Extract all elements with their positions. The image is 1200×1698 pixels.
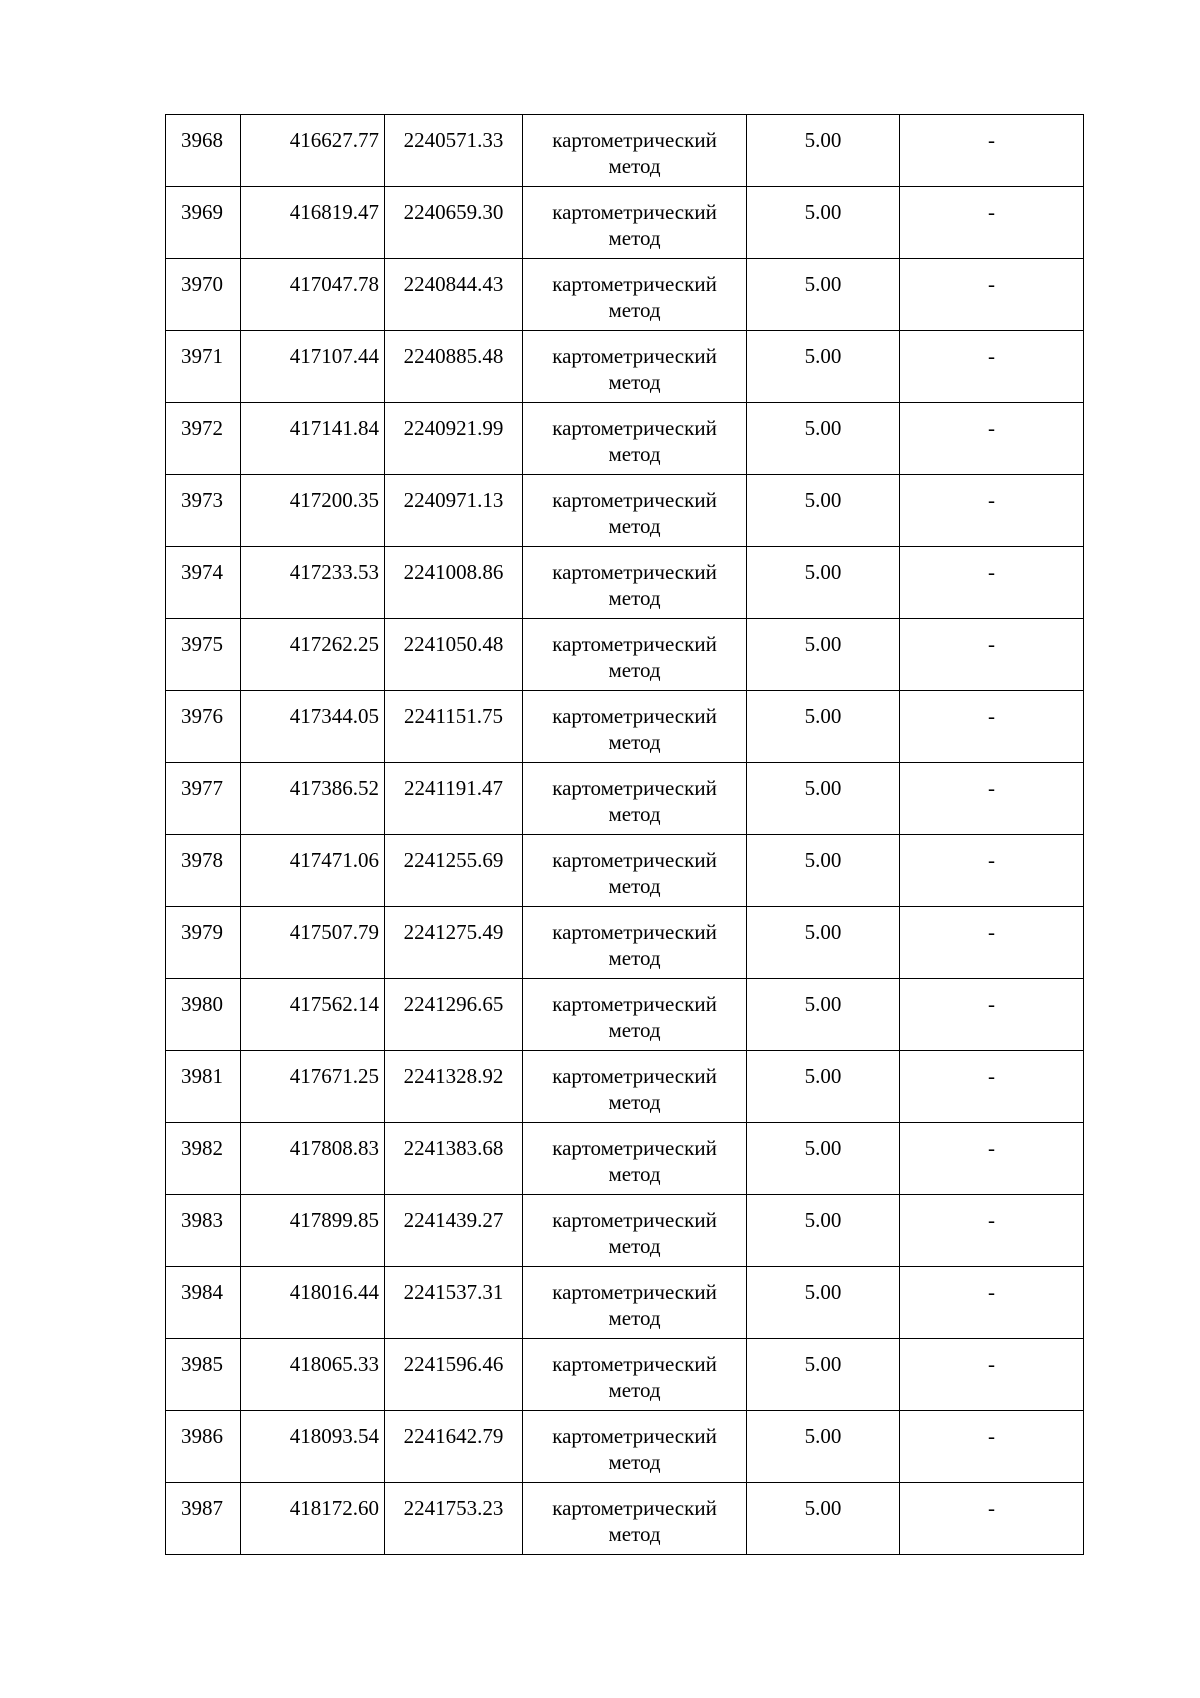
method-line-1: картометрический xyxy=(552,704,717,728)
x-coordinate-cell: 417671.25 xyxy=(241,1051,385,1123)
x-coordinate-cell: 417233.53 xyxy=(241,547,385,619)
method-line-2: метод xyxy=(608,874,661,898)
method-cell xyxy=(523,691,747,763)
table-row xyxy=(166,403,1084,475)
description-cell: - xyxy=(900,1267,1084,1339)
method-line-1: картометрический xyxy=(552,272,717,296)
description-cell: - xyxy=(900,259,1084,331)
method-line-1: картометрический xyxy=(552,1496,717,1520)
method-line-1: картометрический xyxy=(552,1208,717,1232)
point-number-cell: 3981 xyxy=(166,1051,241,1123)
description-cell: - xyxy=(900,1411,1084,1483)
y-coordinate-cell: 2241255.69 xyxy=(385,835,523,907)
coordinates-table xyxy=(165,114,1084,1555)
method-line-2: метод xyxy=(608,1378,661,1402)
coordinates-table-body xyxy=(166,115,1084,1555)
point-number-cell: 3979 xyxy=(166,907,241,979)
table-row xyxy=(166,331,1084,403)
y-coordinate-cell: 2241439.27 xyxy=(385,1195,523,1267)
point-number-cell: 3982 xyxy=(166,1123,241,1195)
method-cell xyxy=(523,475,747,547)
y-coordinate-cell: 2241328.92 xyxy=(385,1051,523,1123)
method-line-1: картометрический xyxy=(552,920,717,944)
method-line-1: картометрический xyxy=(552,560,717,584)
x-coordinate-cell: 416627.77 xyxy=(241,115,385,187)
y-coordinate-cell: 2241537.31 xyxy=(385,1267,523,1339)
table-row xyxy=(166,691,1084,763)
description-cell: - xyxy=(900,547,1084,619)
point-number-cell: 3970 xyxy=(166,259,241,331)
table-row xyxy=(166,1339,1084,1411)
y-coordinate-cell: 2241151.75 xyxy=(385,691,523,763)
table-row xyxy=(166,1195,1084,1267)
method-cell xyxy=(523,907,747,979)
description-cell: - xyxy=(900,1051,1084,1123)
accuracy-cell: 5.00 xyxy=(747,187,900,259)
method-cell xyxy=(523,1195,747,1267)
method-cell xyxy=(523,187,747,259)
method-line-1: картометрический xyxy=(552,992,717,1016)
method-line-1: картометрический xyxy=(552,1136,717,1160)
method-cell xyxy=(523,619,747,691)
method-line-1: картометрический xyxy=(552,848,717,872)
point-number-cell: 3980 xyxy=(166,979,241,1051)
point-number-cell: 3984 xyxy=(166,1267,241,1339)
accuracy-cell: 5.00 xyxy=(747,835,900,907)
method-line-2: метод xyxy=(608,1090,661,1114)
method-line-2: метод xyxy=(608,730,661,754)
method-line-2: метод xyxy=(608,298,661,322)
method-line-2: метод xyxy=(608,946,661,970)
method-line-1: картометрический xyxy=(552,344,717,368)
y-coordinate-cell: 2240885.48 xyxy=(385,331,523,403)
x-coordinate-cell: 417200.35 xyxy=(241,475,385,547)
y-coordinate-cell: 2241642.79 xyxy=(385,1411,523,1483)
description-cell: - xyxy=(900,1339,1084,1411)
y-coordinate-cell: 2241050.48 xyxy=(385,619,523,691)
method-line-1: картометрический xyxy=(552,776,717,800)
method-line-2: метод xyxy=(608,370,661,394)
accuracy-cell: 5.00 xyxy=(747,1195,900,1267)
x-coordinate-cell: 417107.44 xyxy=(241,331,385,403)
accuracy-cell: 5.00 xyxy=(747,691,900,763)
y-coordinate-cell: 2241275.49 xyxy=(385,907,523,979)
description-cell: - xyxy=(900,187,1084,259)
table-row xyxy=(166,619,1084,691)
method-line-2: метод xyxy=(608,226,661,250)
method-line-2: метод xyxy=(608,802,661,826)
x-coordinate-cell: 417344.05 xyxy=(241,691,385,763)
method-line-2: метод xyxy=(608,1306,661,1330)
y-coordinate-cell: 2240921.99 xyxy=(385,403,523,475)
table-row xyxy=(166,187,1084,259)
description-cell: - xyxy=(900,691,1084,763)
point-number-cell: 3974 xyxy=(166,547,241,619)
accuracy-cell: 5.00 xyxy=(747,547,900,619)
method-line-2: метод xyxy=(608,658,661,682)
method-line-2: метод xyxy=(608,154,661,178)
description-cell: - xyxy=(900,1195,1084,1267)
method-line-1: картометрический xyxy=(552,1280,717,1304)
x-coordinate-cell: 417471.06 xyxy=(241,835,385,907)
method-line-1: картометрический xyxy=(552,488,717,512)
accuracy-cell: 5.00 xyxy=(747,907,900,979)
point-number-cell: 3987 xyxy=(166,1483,241,1555)
method-cell xyxy=(523,259,747,331)
x-coordinate-cell: 418065.33 xyxy=(241,1339,385,1411)
table-row xyxy=(166,835,1084,907)
y-coordinate-cell: 2240659.30 xyxy=(385,187,523,259)
point-number-cell: 3976 xyxy=(166,691,241,763)
x-coordinate-cell: 417507.79 xyxy=(241,907,385,979)
method-cell xyxy=(523,331,747,403)
method-line-1: картометрический xyxy=(552,632,717,656)
method-line-2: метод xyxy=(608,1018,661,1042)
accuracy-cell: 5.00 xyxy=(747,475,900,547)
method-line-2: метод xyxy=(608,586,661,610)
method-cell xyxy=(523,403,747,475)
method-line-1: картометрический xyxy=(552,1424,717,1448)
method-line-2: метод xyxy=(608,1522,661,1546)
description-cell: - xyxy=(900,979,1084,1051)
x-coordinate-cell: 417899.85 xyxy=(241,1195,385,1267)
method-cell xyxy=(523,835,747,907)
accuracy-cell: 5.00 xyxy=(747,1267,900,1339)
accuracy-cell: 5.00 xyxy=(747,115,900,187)
method-cell xyxy=(523,763,747,835)
accuracy-cell: 5.00 xyxy=(747,1411,900,1483)
method-cell xyxy=(523,115,747,187)
table-row xyxy=(166,1483,1084,1555)
method-cell xyxy=(523,1051,747,1123)
x-coordinate-cell: 417141.84 xyxy=(241,403,385,475)
table-row xyxy=(166,979,1084,1051)
method-line-1: картометрический xyxy=(552,416,717,440)
accuracy-cell: 5.00 xyxy=(747,331,900,403)
x-coordinate-cell: 418093.54 xyxy=(241,1411,385,1483)
method-cell xyxy=(523,1483,747,1555)
accuracy-cell: 5.00 xyxy=(747,979,900,1051)
accuracy-cell: 5.00 xyxy=(747,259,900,331)
point-number-cell: 3978 xyxy=(166,835,241,907)
point-number-cell: 3973 xyxy=(166,475,241,547)
method-line-1: картометрический xyxy=(552,200,717,224)
accuracy-cell: 5.00 xyxy=(747,763,900,835)
y-coordinate-cell: 2240571.33 xyxy=(385,115,523,187)
x-coordinate-cell: 418172.60 xyxy=(241,1483,385,1555)
table-row xyxy=(166,907,1084,979)
accuracy-cell: 5.00 xyxy=(747,403,900,475)
method-line-1: картометрический xyxy=(552,1064,717,1088)
y-coordinate-cell: 2241008.86 xyxy=(385,547,523,619)
description-cell: - xyxy=(900,1483,1084,1555)
point-number-cell: 3968 xyxy=(166,115,241,187)
description-cell: - xyxy=(900,763,1084,835)
table-row xyxy=(166,475,1084,547)
method-line-2: метод xyxy=(608,1450,661,1474)
point-number-cell: 3969 xyxy=(166,187,241,259)
method-cell xyxy=(523,1411,747,1483)
point-number-cell: 3983 xyxy=(166,1195,241,1267)
method-cell xyxy=(523,1267,747,1339)
table-row xyxy=(166,763,1084,835)
table-row xyxy=(166,1411,1084,1483)
x-coordinate-cell: 417047.78 xyxy=(241,259,385,331)
description-cell: - xyxy=(900,403,1084,475)
y-coordinate-cell: 2241753.23 xyxy=(385,1483,523,1555)
table-row xyxy=(166,1123,1084,1195)
point-number-cell: 3972 xyxy=(166,403,241,475)
accuracy-cell: 5.00 xyxy=(747,619,900,691)
description-cell: - xyxy=(900,331,1084,403)
table-row xyxy=(166,1267,1084,1339)
method-line-1: картометрический xyxy=(552,128,717,152)
point-number-cell: 3977 xyxy=(166,763,241,835)
y-coordinate-cell: 2241296.65 xyxy=(385,979,523,1051)
accuracy-cell: 5.00 xyxy=(747,1483,900,1555)
y-coordinate-cell: 2240971.13 xyxy=(385,475,523,547)
point-number-cell: 3971 xyxy=(166,331,241,403)
method-line-2: метод xyxy=(608,1234,661,1258)
description-cell: - xyxy=(900,835,1084,907)
accuracy-cell: 5.00 xyxy=(747,1339,900,1411)
x-coordinate-cell: 417562.14 xyxy=(241,979,385,1051)
accuracy-cell: 5.00 xyxy=(747,1123,900,1195)
table-row xyxy=(166,547,1084,619)
method-cell xyxy=(523,979,747,1051)
method-line-2: метод xyxy=(608,514,661,538)
y-coordinate-cell: 2241383.68 xyxy=(385,1123,523,1195)
point-number-cell: 3986 xyxy=(166,1411,241,1483)
method-line-2: метод xyxy=(608,442,661,466)
point-number-cell: 3975 xyxy=(166,619,241,691)
accuracy-cell: 5.00 xyxy=(747,1051,900,1123)
method-line-1: картометрический xyxy=(552,1352,717,1376)
point-number-cell: 3985 xyxy=(166,1339,241,1411)
y-coordinate-cell: 2240844.43 xyxy=(385,259,523,331)
x-coordinate-cell: 417262.25 xyxy=(241,619,385,691)
method-line-2: метод xyxy=(608,1162,661,1186)
method-cell xyxy=(523,1339,747,1411)
description-cell: - xyxy=(900,619,1084,691)
x-coordinate-cell: 417386.52 xyxy=(241,763,385,835)
y-coordinate-cell: 2241596.46 xyxy=(385,1339,523,1411)
description-cell: - xyxy=(900,115,1084,187)
description-cell: - xyxy=(900,907,1084,979)
description-cell: - xyxy=(900,1123,1084,1195)
method-cell xyxy=(523,547,747,619)
x-coordinate-cell: 416819.47 xyxy=(241,187,385,259)
x-coordinate-cell: 417808.83 xyxy=(241,1123,385,1195)
y-coordinate-cell: 2241191.47 xyxy=(385,763,523,835)
table-row xyxy=(166,259,1084,331)
description-cell: - xyxy=(900,475,1084,547)
table-row xyxy=(166,115,1084,187)
x-coordinate-cell: 418016.44 xyxy=(241,1267,385,1339)
method-cell xyxy=(523,1123,747,1195)
table-row xyxy=(166,1051,1084,1123)
